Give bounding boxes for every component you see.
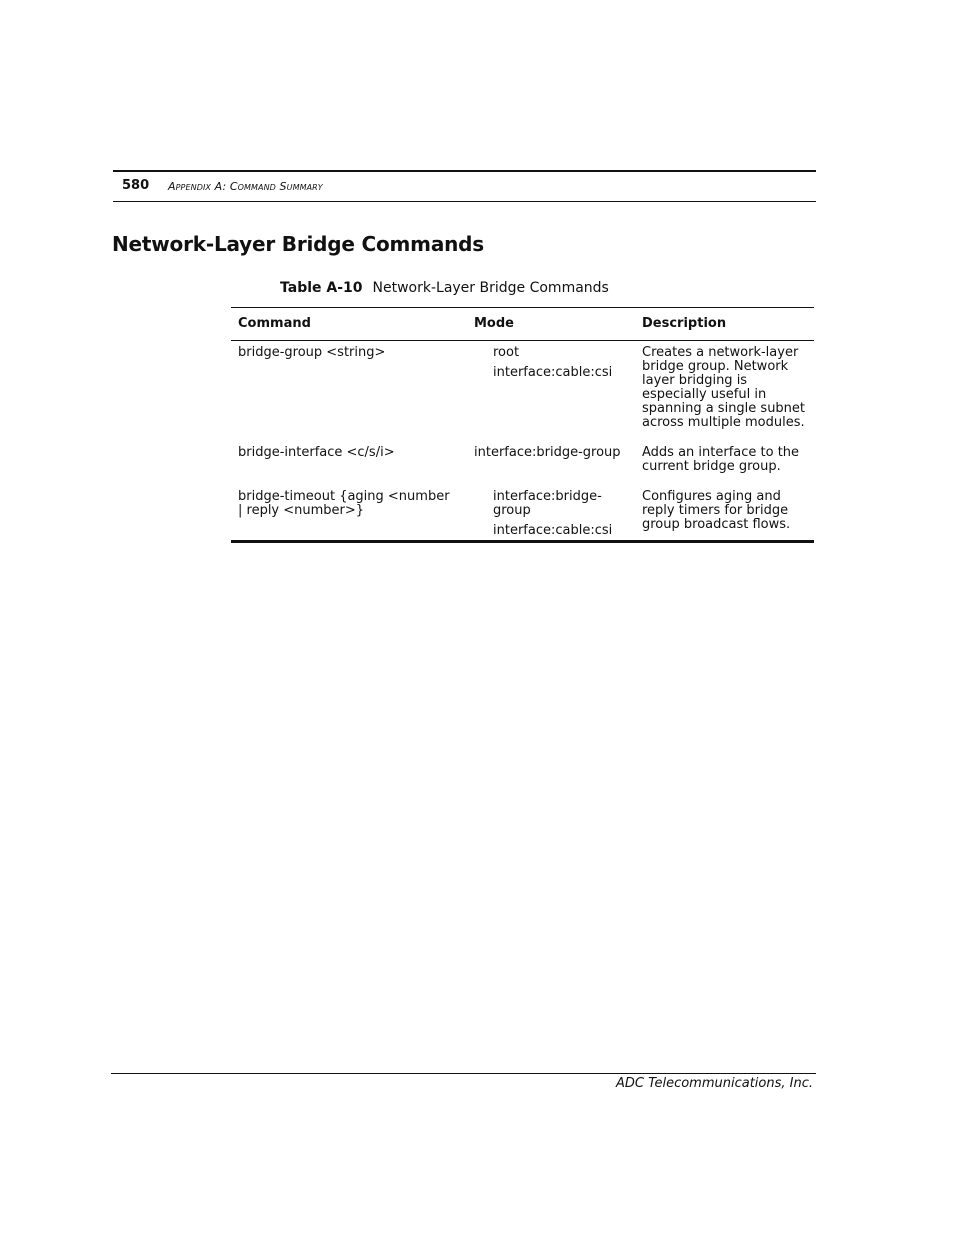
description-cell: Adds an interface to the current bridge group.	[642, 445, 800, 474]
column-header-mode: Mode	[474, 316, 514, 331]
mode-line: interface:bridge-group	[493, 489, 602, 518]
mode-line: interface:bridge-group	[474, 445, 621, 460]
running-head: Appendix A: Command Summary	[168, 180, 323, 193]
mode-cell	[493, 490, 639, 544]
description-cell: Configures aging and reply timers for bridge group broadcast flows.	[642, 489, 791, 532]
column-header-description: Description	[642, 316, 727, 331]
footer-company: ADC Telecommunications, Inc.	[616, 1076, 813, 1091]
mode-cell	[474, 446, 639, 466]
mode-line: interface:cable:csi	[493, 523, 613, 538]
footer-rule	[111, 1073, 816, 1074]
table-caption-text: Network-Layer Bridge Commands	[372, 280, 609, 296]
description-cell: Creates a network-layer bridge group. Network layer bridging is especially useful in spanning a single subnet across multiple modules.	[642, 345, 806, 430]
page-number: 580	[122, 178, 150, 193]
mode-line: root	[493, 345, 520, 360]
command-cell: bridge-group <string>	[238, 345, 386, 360]
header-rule-top	[113, 170, 816, 172]
section-title: Network-Layer Bridge Commands	[112, 232, 484, 256]
table-rule-bottom	[231, 540, 814, 543]
mode-cell	[493, 346, 638, 386]
table-caption	[280, 280, 609, 296]
mode-line: interface:cable:csi	[493, 365, 613, 380]
command-cell: bridge-interface <c/s/i>	[238, 445, 395, 460]
table-rule-top	[231, 307, 814, 308]
command-cell: bridge-timeout {aging <number | reply <number>}	[238, 489, 450, 518]
table-caption-label: Table A-10	[280, 280, 363, 296]
column-header-command: Command	[238, 316, 311, 331]
table-rule-header	[231, 340, 814, 341]
header-rule-bottom	[113, 201, 816, 202]
